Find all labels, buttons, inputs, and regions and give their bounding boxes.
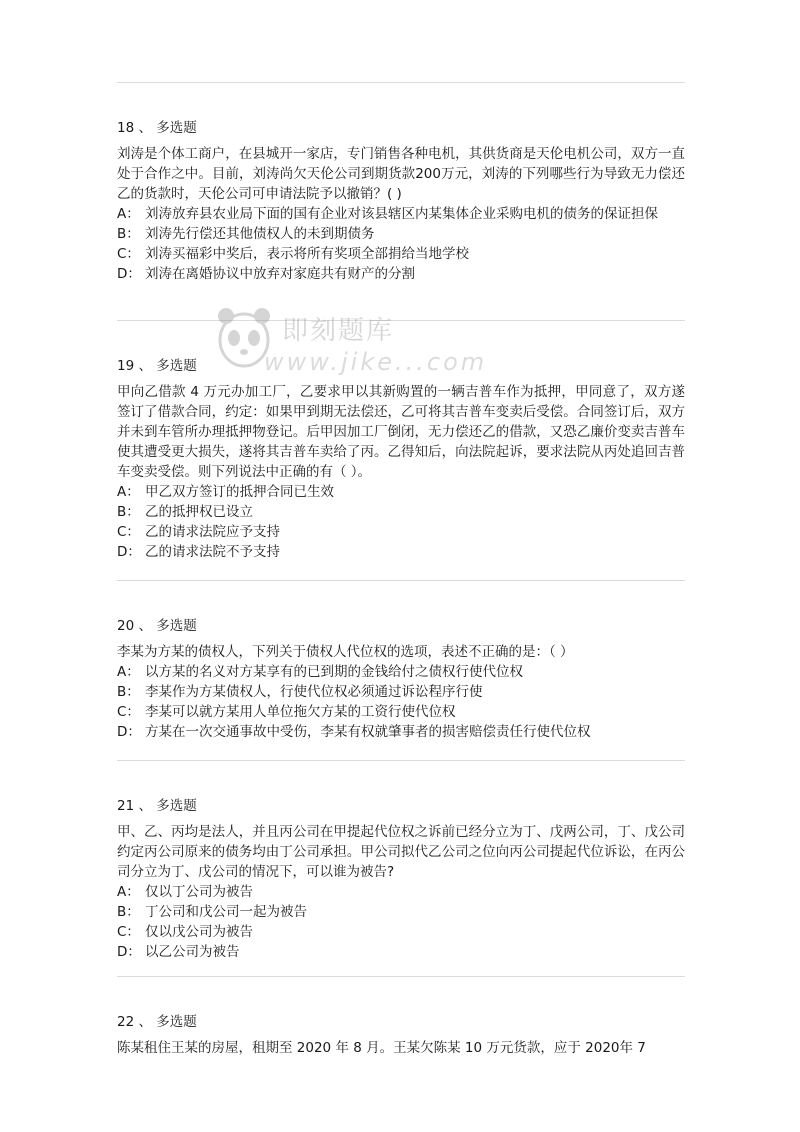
option-a[interactable]: [117, 482, 685, 502]
option-text: 以乙公司为被告: [145, 944, 240, 960]
option-c[interactable]: [117, 702, 685, 722]
question-stem: 甲、乙、丙均是法人，并且丙公司在甲提起代位权之诉前已经分立为丁、戊两公司，丁、戊公司约定丙公司原来的债务均由丁公司承担。甲公司拟代乙公司之位向丙公司提起代位诉讼，在丙公司分立为丁、戊公司的情况下，可以谁为被告?: [117, 824, 685, 880]
option-a[interactable]: [117, 882, 685, 902]
question-header: 20 、 多选题: [117, 618, 197, 634]
option-text: 以方某的名义对方某享有的已到期的金钱给付之债权行使代位权: [145, 664, 523, 680]
option-text: 李某可以就方某用人单位拖欠方某的工资行使代位权: [145, 704, 456, 720]
option-text: 仅以丁公司为被告: [145, 884, 253, 900]
option-letter: A：: [117, 884, 140, 900]
question-18: [117, 118, 685, 284]
option-letter: B：: [117, 226, 140, 242]
option-text: 丁公司和戊公司一起为被告: [145, 904, 307, 920]
watermark-url: www.jike...com: [264, 348, 488, 376]
watermark-brand: 即刻题库: [282, 316, 395, 346]
option-letter: B：: [117, 504, 140, 520]
option-c[interactable]: [117, 922, 685, 942]
option-letter: B：: [117, 904, 140, 920]
option-letter: A：: [117, 664, 140, 680]
option-text: 刘涛在离婚协议中放弃对家庭共有财产的分割: [145, 266, 415, 282]
divider: [117, 580, 685, 581]
option-text: 刘涛放弃县农业局下面的国有企业对该县辖区内某集体企业采购电机的债务的保证担保: [145, 206, 658, 222]
option-d[interactable]: [117, 942, 685, 962]
option-d[interactable]: [117, 264, 685, 284]
option-b[interactable]: [117, 682, 685, 702]
question-stem: 刘涛是个体工商户，在县城开一家店，专门销售各种电机，其供货商是天伦电机公司，双方一直处于合作之中。目前，刘涛尚欠天伦公司到期货款200万元，刘涛的下列哪些行为导致无力偿还乙的货款时，天伦公司可申请法院予以撤销？( ): [117, 146, 685, 202]
divider: [117, 976, 685, 977]
option-letter: A：: [117, 484, 140, 500]
option-b[interactable]: [117, 902, 685, 922]
option-text: 刘涛先行偿还其他债权人的未到期债务: [145, 226, 375, 242]
question-21: [117, 796, 685, 962]
option-b[interactable]: [117, 224, 685, 244]
question-stem: 李某为方某的债权人，下列关于债权人代位权的选项，表述不正确的是：（ ）: [117, 644, 574, 660]
option-d[interactable]: [117, 542, 685, 562]
option-text: 仅以戊公司为被告: [145, 924, 253, 940]
question-20: [117, 616, 685, 742]
option-a[interactable]: [117, 204, 685, 224]
question-header: 21 、 多选题: [117, 798, 197, 814]
option-letter: A：: [117, 206, 140, 222]
option-text: 乙的请求法院应予支持: [145, 524, 280, 540]
option-text: 刘涛买福彩中奖后，表示将所有奖项全部捐给当地学校: [145, 246, 469, 262]
divider: [117, 760, 685, 761]
option-letter: D：: [117, 944, 141, 960]
option-text: 甲乙双方签订的抵押合同已生效: [145, 484, 334, 500]
option-letter: B：: [117, 684, 140, 700]
option-text: 方某在一次交通事故中受伤，李某有权就肇事者的损害赔偿责任行使代位权: [145, 724, 591, 740]
question-19: [117, 356, 685, 562]
question-header: 22 、 多选题: [117, 1014, 197, 1030]
option-letter: D：: [117, 266, 141, 282]
option-text: 乙的抵押权已设立: [145, 504, 253, 520]
option-c[interactable]: [117, 522, 685, 542]
option-text: 李某作为方某债权人，行使代位权必须通过诉讼程序行使: [145, 684, 483, 700]
option-letter: C：: [117, 524, 140, 540]
option-letter: C：: [117, 246, 140, 262]
option-letter: D：: [117, 544, 141, 560]
question-stem: 陈某租住王某的房屋，租期至 2020 年 8 月。王某欠陈某 10 万元货款，应于 2020年 7: [117, 1040, 646, 1056]
question-header: 19 、 多选题: [117, 358, 197, 374]
question-header: 18 、 多选题: [117, 120, 197, 136]
option-d[interactable]: [117, 722, 685, 742]
question-stem: 甲向乙借款 4 万元办加工厂，乙要求甲以其新购置的一辆吉普车作为抵押，甲同意了，双方遂签订了借款合同，约定：如果甲到期无法偿还，乙可将其吉普车变卖后受偿。合同签订后，双方并未到车管所办理抵押物登记。后甲因加工厂倒闭，无力偿还乙的借款，又恐乙廉价变卖吉普车使其遭受更大损失，遂将其吉普车卖给了丙。乙得知后，向法院起诉，要求法院从丙处追回吉普车变卖受偿。则下列说法中正确的有（ ）。: [117, 384, 685, 480]
option-c[interactable]: [117, 244, 685, 264]
option-letter: C：: [117, 924, 140, 940]
option-letter: D：: [117, 724, 141, 740]
divider-top: [117, 82, 685, 83]
option-a[interactable]: [117, 662, 685, 682]
option-letter: C：: [117, 704, 140, 720]
divider: [117, 320, 685, 321]
option-b[interactable]: [117, 502, 685, 522]
question-22: [117, 1012, 685, 1058]
option-text: 乙的请求法院不予支持: [145, 544, 280, 560]
